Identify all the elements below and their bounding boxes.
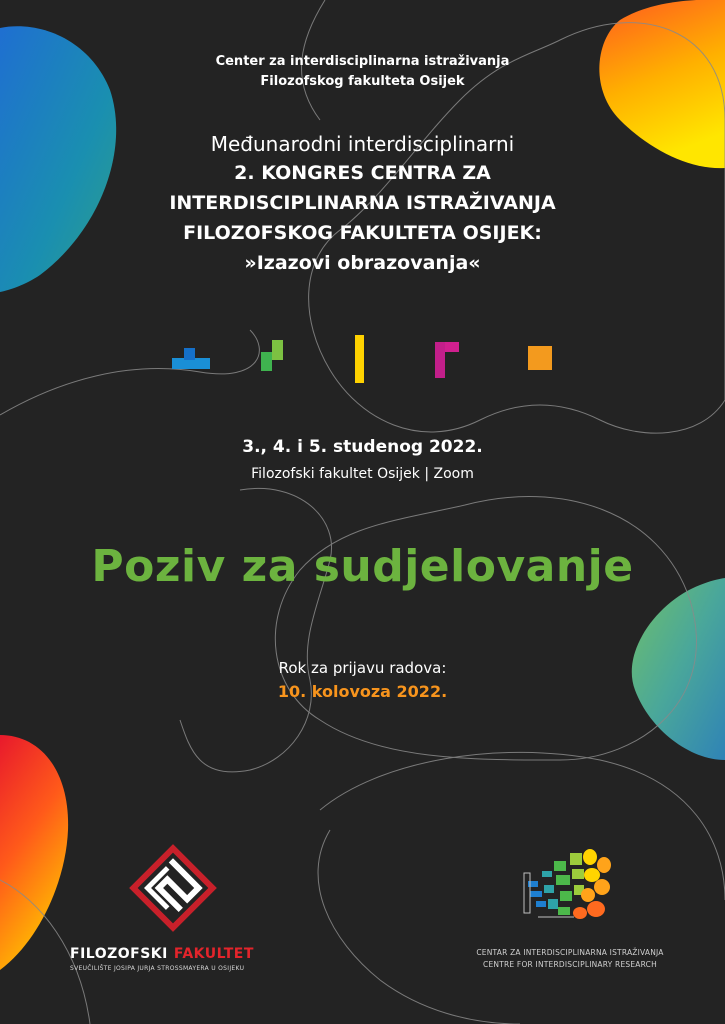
blue-t-shape-icon — [172, 348, 210, 369]
congress-title-line-2: INTERDISCIPLINARNA ISTRAŽIVANJA — [169, 192, 556, 214]
centre-logo — [518, 843, 618, 933]
congress-title-line-3: FILOZOFSKOG FAKULTETA OSIJEK: — [183, 222, 542, 244]
magenta-corner-icon — [435, 342, 459, 378]
organizer-block — [0, 52, 725, 92]
faculty-name-part-1: FILOZOFSKI — [70, 946, 168, 962]
organizer-line-2: Filozofskog fakulteta Osijek — [260, 74, 465, 89]
event-venue: Filozofski fakultet Osijek | Zoom — [251, 466, 474, 482]
congress-title-line-4: »Izazovi obrazovanja« — [244, 252, 481, 274]
congress-title-line-1: 2. KONGRES CENTRA ZA — [234, 162, 491, 184]
orange-square-icon — [528, 346, 552, 370]
faculty-subtitle: SVEUČILIŠTE JOSIPA JURJA STROSSMAYERA U OSIJEKU — [70, 965, 245, 972]
decorative-icon-row — [0, 335, 725, 385]
deadline-label: Rok za prijavu radova: — [278, 659, 447, 677]
green-step-shape-icon — [261, 340, 283, 371]
centre-name-croatian: CENTAR ZA INTERDISCIPLINARNA ISTRAŽIVANJA — [476, 948, 664, 957]
congress-intro: Međunarodni interdisciplinarni — [210, 132, 515, 156]
call-heading: Poziv za sudjelovanje — [91, 541, 634, 592]
deadline-date: 10. kolovoza 2022. — [277, 682, 448, 701]
yellow-bar-icon — [355, 335, 364, 383]
faculty-logo — [128, 843, 218, 933]
faculty-name — [70, 946, 254, 962]
event-dates: 3., 4. i 5. studenog 2022. — [242, 437, 483, 457]
organizer-line-1: Center za interdisciplinarna istraživanja — [215, 54, 510, 69]
faculty-name-part-2: FAKULTET — [173, 946, 254, 962]
congress-title — [0, 158, 725, 278]
centre-name-english: CENTRE FOR INTERDISCIPLINARY RESEARCH — [483, 960, 657, 969]
